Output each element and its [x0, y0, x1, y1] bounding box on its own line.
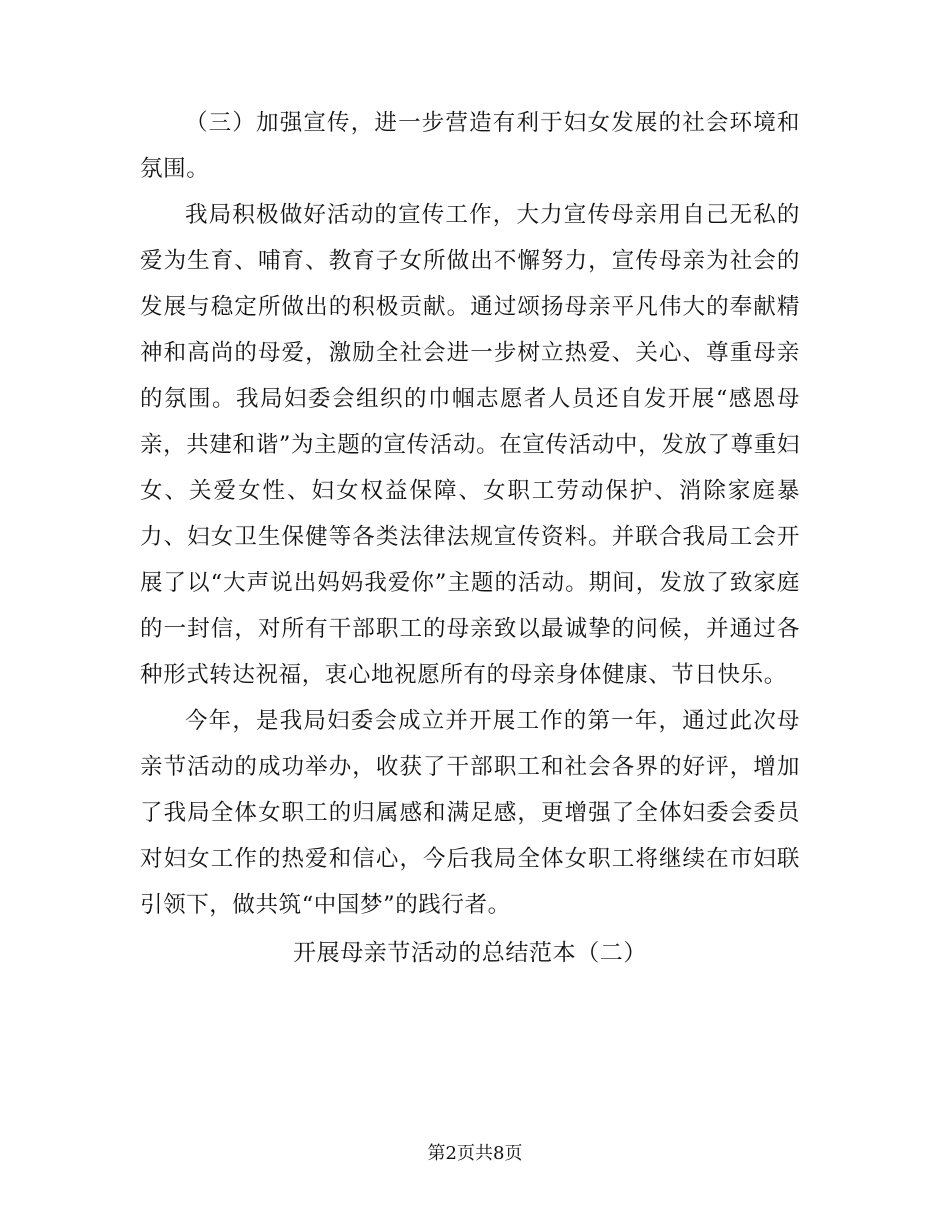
paragraph-publicity-work: 我局积极做好活动的宣传工作，大力宣传母亲用自己无私的爱为生育、哺育、教育子女所做出不懈努力，宣传母亲为社会的发展与稳定所做出的积极贡献。通过颂扬母亲平凡伟大的奉献精神和高尚的母爱，激励全社会进一步树立热爱、关心、尊重母亲的氛围。我局妇委会组织的巾帼志愿者人员还自发开展“感恩母亲，共建和谐”为主题的宣传活动。在宣传活动中，发放了尊重妇女、关爱女性、妇女权益保障、女职工劳动保护、消除家庭暴力、妇女卫生保健等各类法律法规宣传资料。并联合我局工会开展了以“大声说出妈妈我爱你”主题的活动。期间，发放了致家庭的一封信，对所有干部职工的母亲致以最诚挚的问候，并通过各种形式转达祝福，衷心地祝愿所有的母亲身体健康、节日快乐。: [140, 202, 800, 688]
paragraph-conclusion: 今年，是我局妇委会成立并开展工作的第一年，通过此次母亲节活动的成功举办，收获了干部职工和社会各界的好评，增加了我局全体女职工的归属感和满足感，更增强了全体妇委会委员对妇女工作的热爱和信心，今后我局全体女职工将继续在市妇联引领下，做共筑“中国梦”的践行者。: [140, 708, 800, 918]
section-title: 开展母亲节活动的总结范本（二）: [293, 940, 647, 966]
page-number-footer: 第2页共8页: [427, 1143, 523, 1164]
document-body: [140, 100, 800, 976]
paragraph-publicity-heading: （三）加强宣传，进一步营造有利于妇女发展的社会环境和氛围。: [140, 110, 800, 182]
